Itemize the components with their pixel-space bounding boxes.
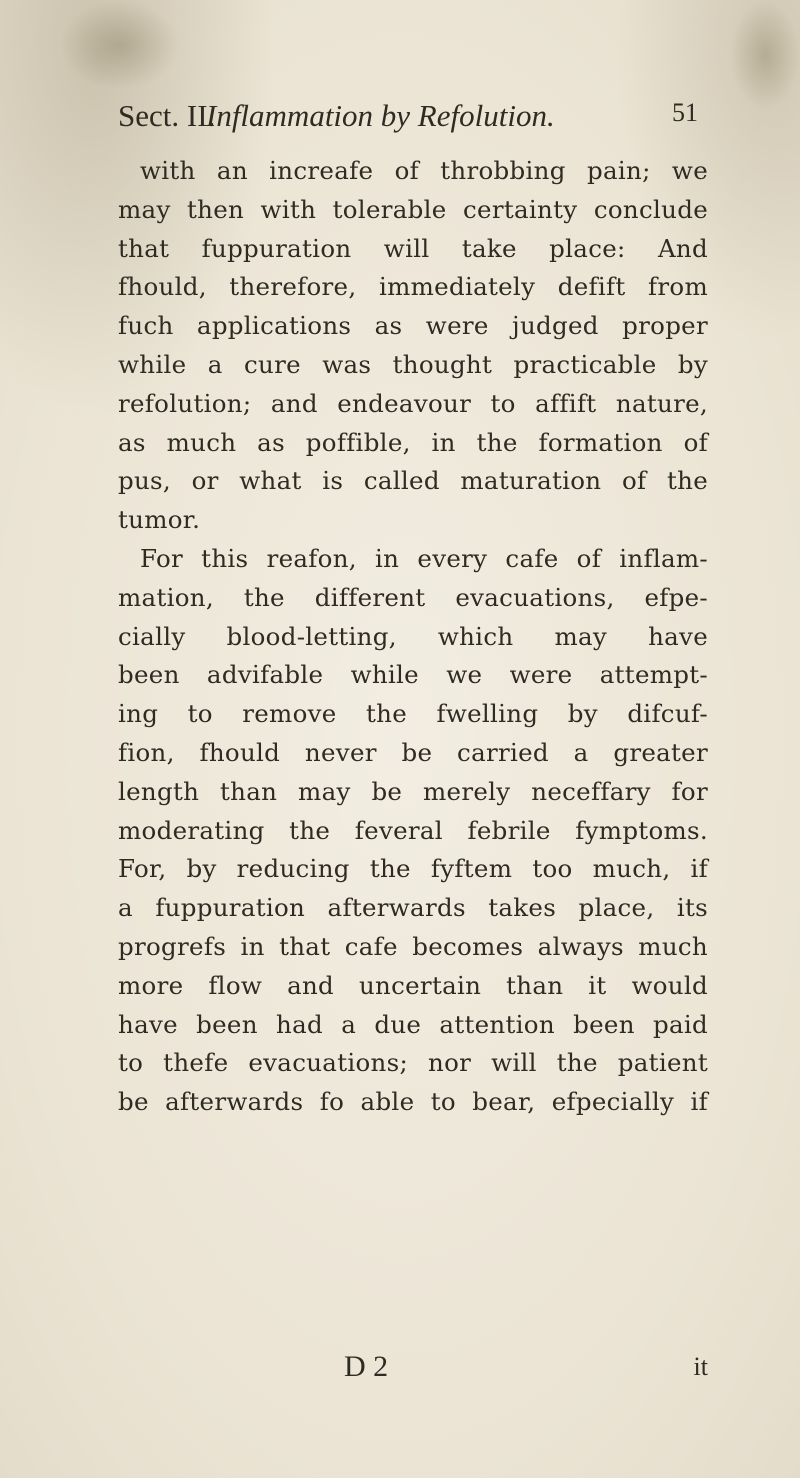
text-line: tumor. (118, 505, 201, 535)
text-line: For this reafon, in every cafe of inflam- (140, 543, 708, 573)
text-line: be afterwards fo able to bear, efpecially if (118, 1087, 708, 1117)
text-line: may then with tolerable certainty conclude (118, 194, 708, 224)
text-line: For, by reducing the fyftem too much, if (118, 854, 708, 884)
text-line: a fuppuration afterwards takes place, its (118, 893, 708, 923)
text-line: as much as poffible, in the formation of (118, 427, 708, 457)
page-footer (118, 1350, 708, 1390)
catchword: it (693, 1352, 708, 1381)
page-number: 51 (672, 98, 698, 127)
text-line: mation, the different evacuations, efpe- (118, 582, 708, 612)
text-line: fhould, therefore, immediately defift from (118, 272, 708, 302)
text-line: cially blood-letting, which may have (118, 621, 708, 651)
age-stain (60, 0, 180, 90)
body-text (118, 152, 708, 1122)
age-stain (730, 0, 800, 110)
text-line: fuch applications as were judged proper (118, 311, 708, 341)
text-line: while a cure was thought practicable by (118, 349, 708, 379)
text-line: moderating the feveral febrile fymptoms. (118, 815, 708, 845)
text-line: more flow and uncertain than it would (118, 970, 708, 1000)
text-line: ing to remove the fwelling by difcuf- (118, 699, 708, 729)
text-line: fion, fhould never be carried a greater (118, 737, 708, 767)
running-header (118, 98, 698, 138)
signature-mark: D 2 (344, 1350, 389, 1383)
text-line: refolution; and endeavour to affift nature, (118, 388, 708, 418)
text-line: with an increafe of throbbing pain; we (140, 156, 708, 185)
running-title: Inflammation by Refolution. (206, 98, 555, 133)
text-line: been advifable while we were attempt- (118, 660, 708, 690)
text-line: that fuppuration will take place: And (118, 233, 708, 263)
text-line: progrefs in that cafe becomes always much (118, 931, 708, 961)
text-line: length than may be merely neceffary for (118, 776, 708, 806)
text-line: to thefe evacuations; nor will the patient (118, 1048, 708, 1078)
text-line: pus, or what is called maturation of the (118, 466, 708, 496)
section-label: Sect. II. (118, 98, 216, 133)
text-line: have been had a due attention been paid (118, 1009, 708, 1039)
